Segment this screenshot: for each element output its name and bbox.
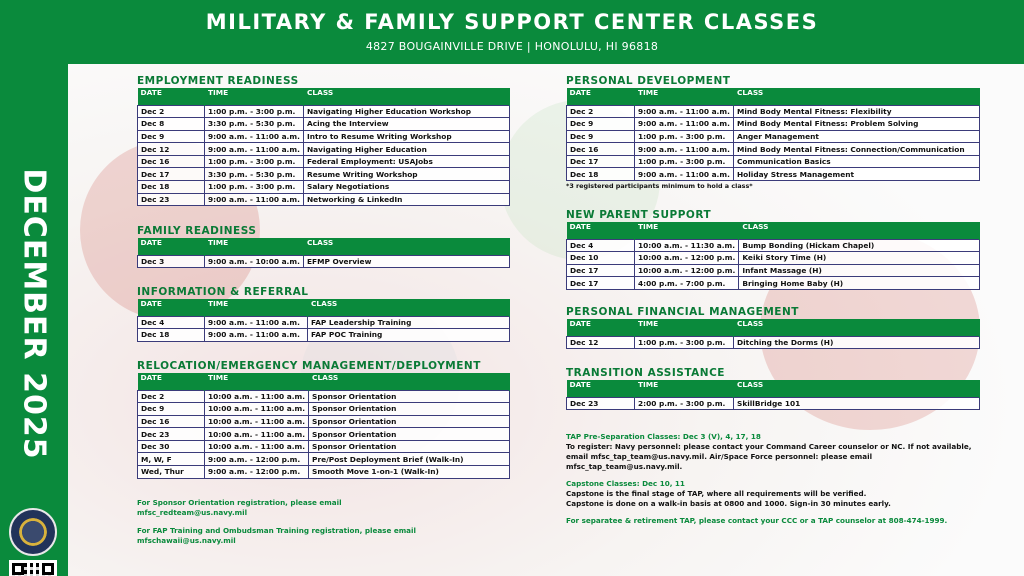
cell-time: 9:00 a.m. - 11:00 a.m.	[205, 329, 308, 342]
table-row	[138, 118, 510, 131]
cell-class: FAP POC Training	[308, 329, 510, 342]
table-row	[138, 255, 510, 268]
cell-date: Dec 30	[138, 440, 205, 453]
col-date: DATE	[138, 88, 205, 105]
col-date: DATE	[138, 373, 205, 390]
cell-class: Holiday Stress Management	[734, 168, 980, 181]
cell-class: Navigating Higher Education Workshop	[304, 105, 510, 118]
cell-time: 1:00 p.m. - 3:00 p.m.	[635, 336, 734, 349]
table-row	[138, 105, 510, 118]
cell-date: Dec 3	[138, 255, 205, 268]
cell-time: 2:00 p.m. - 3:00 p.m.	[635, 397, 734, 410]
table-row	[138, 440, 510, 453]
cell-class: Acing the Interview	[304, 118, 510, 131]
section-title: TRANSITION ASSISTANCE	[566, 367, 725, 379]
cell-class: Pre/Post Deployment Brief (Walk-In)	[309, 453, 510, 466]
schedule-table	[137, 88, 510, 206]
table-row	[138, 181, 510, 194]
table-row	[567, 239, 980, 252]
cell-time: 9:00 a.m. - 10:00 a.m.	[205, 255, 304, 268]
cell-date: Dec 4	[138, 316, 205, 329]
separatee-note: For separatee & retirement TAP, please contact your CCC or a TAP counselor at 808-474-1999.	[566, 516, 948, 525]
tap-heading: TAP Pre-Separation Classes: Dec 3 (V), 4, 17, 18	[566, 432, 761, 441]
col-date: DATE	[567, 380, 635, 397]
table-row	[567, 168, 980, 181]
financial-section	[566, 305, 980, 349]
cell-class: FAP Leadership Training	[308, 316, 510, 329]
cell-time: 10:00 a.m. - 12:00 p.m.	[635, 252, 739, 265]
sponsor-registration-note: For Sponsor Orientation registration, please email mfsc_redteam@us.navy.mil	[137, 498, 342, 517]
cell-class: Ditching the Dorms (H)	[734, 336, 980, 349]
navy-seal-icon	[9, 508, 57, 556]
cell-time: 9:00 a.m. - 11:00 a.m.	[205, 193, 304, 206]
cell-time: 3:30 p.m. - 5:30 p.m.	[205, 168, 304, 181]
cell-date: Dec 12	[567, 336, 635, 349]
table-row	[138, 415, 510, 428]
section-title: INFORMATION & REFERRAL	[137, 286, 309, 298]
table-row	[567, 397, 980, 410]
col-time: TIME	[205, 238, 304, 255]
cell-class: Salary Negotiations	[304, 181, 510, 194]
cell-class: Mind Body Mental Fitness: Connection/Communication	[734, 143, 980, 156]
cell-date: Dec 4	[567, 239, 635, 252]
left-notes	[137, 498, 437, 546]
personal-development-section	[566, 74, 980, 190]
schedule-table	[137, 299, 510, 342]
capstone-body-2: Capstone is done on a walk-in basis at 0800 and 1000. Sign-in 30 minutes early.	[566, 499, 891, 508]
cell-date: Dec 17	[567, 264, 635, 277]
col-date: DATE	[138, 238, 205, 255]
table-row	[138, 390, 510, 403]
table-row	[138, 130, 510, 143]
col-time: TIME	[205, 373, 309, 390]
table-row	[138, 316, 510, 329]
cell-class: Sponsor Orientation	[309, 415, 510, 428]
section-title: PERSONAL DEVELOPMENT	[566, 75, 731, 87]
schedule-table	[137, 238, 510, 268]
cell-date: Dec 10	[567, 252, 635, 265]
minimum-participants-note: *3 registered participants minimum to hold a class*	[566, 182, 753, 191]
transition-section	[566, 366, 980, 410]
cell-time: 9:00 a.m. - 11:00 a.m.	[635, 143, 734, 156]
family-section	[137, 224, 510, 268]
cell-date: Dec 2	[138, 390, 205, 403]
cell-class: Infant Massage (H)	[739, 264, 980, 277]
col-date: DATE	[567, 88, 635, 105]
cell-class: Smooth Move 1-on-1 (Walk-In)	[309, 466, 510, 479]
table-row	[567, 130, 980, 143]
cell-date: Dec 18	[138, 181, 205, 194]
col-time: TIME	[635, 222, 739, 239]
cell-class: Networking & LinkedIn	[304, 193, 510, 206]
cell-class: Bringing Home Baby (H)	[739, 277, 980, 290]
cell-date: Dec 17	[567, 277, 635, 290]
relocation-section	[137, 359, 510, 479]
right-notes	[566, 432, 984, 526]
cell-time: 1:00 p.m. - 3:00 p.m.	[635, 130, 734, 143]
section-title: RELOCATION/EMERGENCY MANAGEMENT/DEPLOYMENT	[137, 360, 481, 372]
schedule-table	[566, 88, 980, 181]
cell-time: 10:00 a.m. - 11:00 a.m.	[205, 428, 309, 441]
cell-time: 10:00 a.m. - 11:00 a.m.	[205, 440, 309, 453]
cell-date: Dec 2	[567, 105, 635, 118]
table-row	[567, 277, 980, 290]
cell-class: Communication Basics	[734, 155, 980, 168]
col-class: CLASS	[734, 380, 980, 397]
col-class: CLASS	[309, 373, 510, 390]
schedule-table	[566, 380, 980, 410]
cell-date: Dec 18	[138, 329, 205, 342]
cell-class: Bump Bonding (Hickam Chapel)	[739, 239, 980, 252]
col-class: CLASS	[308, 299, 510, 316]
table-row	[138, 403, 510, 416]
col-class: CLASS	[304, 238, 510, 255]
table-row	[567, 118, 980, 131]
cell-time: 9:00 a.m. - 11:00 a.m.	[635, 105, 734, 118]
cell-time: 3:30 p.m. - 5:30 p.m.	[205, 118, 304, 131]
cell-class: Intro to Resume Writing Workshop	[304, 130, 510, 143]
cell-date: Wed, Thur	[138, 466, 205, 479]
cell-time: 9:00 a.m. - 12:00 p.m.	[205, 466, 309, 479]
table-row	[138, 143, 510, 156]
cell-class: EFMP Overview	[304, 255, 510, 268]
cell-date: Dec 16	[138, 415, 205, 428]
col-date: DATE	[138, 299, 205, 316]
cell-date: Dec 18	[567, 168, 635, 181]
col-class: CLASS	[739, 222, 980, 239]
tap-body: To register: Navy personnel: please contact your Command Career counselor or NC. If not available, email mfsc_tap_team@us.navy.mil. Air/Space Force personnel: please email mfsc_tap_team@us.navy.mil.	[566, 442, 972, 471]
col-time: TIME	[635, 380, 734, 397]
col-date: DATE	[567, 222, 635, 239]
cell-date: Dec 9	[138, 403, 205, 416]
cell-date: Dec 23	[567, 397, 635, 410]
section-title: EMPLOYMENT READINESS	[137, 75, 299, 87]
table-row	[567, 155, 980, 168]
cell-time: 9:00 a.m. - 12:00 p.m.	[205, 453, 309, 466]
section-title: FAMILY READINESS	[137, 225, 257, 237]
table-row	[567, 336, 980, 349]
address: 4827 BOUGAINVILLE DRIVE | HONOLULU, HI 96818	[365, 40, 659, 53]
cell-class: Navigating Higher Education	[304, 143, 510, 156]
employment-section	[137, 74, 510, 206]
cell-time: 1:00 p.m. - 3:00 p.m.	[635, 155, 734, 168]
table-row	[138, 453, 510, 466]
cell-time: 10:00 a.m. - 11:00 a.m.	[205, 403, 309, 416]
col-date: DATE	[567, 319, 635, 336]
table-row	[138, 193, 510, 206]
cell-date: Dec 23	[138, 193, 205, 206]
cell-date: Dec 12	[138, 143, 205, 156]
table-row	[138, 428, 510, 441]
col-time: TIME	[205, 88, 304, 105]
col-class: CLASS	[734, 88, 980, 105]
cell-date: M, W, F	[138, 453, 205, 466]
qr-code-icon[interactable]	[9, 560, 57, 576]
cell-time: 9:00 a.m. - 11:00 a.m.	[635, 168, 734, 181]
cell-time: 9:00 a.m. - 11:00 a.m.	[205, 316, 308, 329]
table-row	[567, 264, 980, 277]
col-class: CLASS	[734, 319, 980, 336]
cell-time: 9:00 a.m. - 11:00 a.m.	[635, 118, 734, 131]
cell-time: 10:00 a.m. - 11:00 a.m.	[205, 415, 309, 428]
cell-time: 1:00 p.m. - 3:00 p.m.	[205, 181, 304, 194]
cell-date: Dec 2	[138, 105, 205, 118]
cell-date: Dec 9	[567, 118, 635, 131]
cell-time: 10:00 a.m. - 11:00 a.m.	[205, 390, 309, 403]
table-row	[138, 168, 510, 181]
schedule-table	[137, 373, 510, 479]
cell-class: Mind Body Mental Fitness: Flexibility	[734, 105, 980, 118]
table-row	[567, 252, 980, 265]
cell-class: Sponsor Orientation	[309, 390, 510, 403]
table-row	[138, 466, 510, 479]
page-title: MILITARY & FAMILY SUPPORT CENTER CLASSES	[205, 10, 819, 34]
capstone-heading: Capstone Classes: Dec 10, 11	[566, 479, 685, 488]
cell-date: Dec 8	[138, 118, 205, 131]
cell-time: 4:00 p.m. - 7:00 p.m.	[635, 277, 739, 290]
table-row	[138, 155, 510, 168]
cell-time: 9:00 a.m. - 11:00 a.m.	[205, 143, 304, 156]
cell-time: 10:00 a.m. - 11:30 a.m.	[635, 239, 739, 252]
cell-class: Sponsor Orientation	[309, 428, 510, 441]
cell-date: Dec 9	[567, 130, 635, 143]
col-time: TIME	[635, 319, 734, 336]
col-time: TIME	[635, 88, 734, 105]
cell-time: 1:00 p.m. - 3:00 p.m.	[205, 155, 304, 168]
fap-registration-note: For FAP Training and Ombudsman Training registration, please email mfschawaii@us.navy.mil	[137, 526, 416, 545]
cell-date: Dec 17	[138, 168, 205, 181]
col-class: CLASS	[304, 88, 510, 105]
cell-time: 10:00 a.m. - 12:00 p.m.	[635, 264, 739, 277]
section-title: NEW PARENT SUPPORT	[566, 209, 712, 221]
col-time: TIME	[205, 299, 308, 316]
cell-date: Dec 23	[138, 428, 205, 441]
capstone-body-1: Capstone is the final stage of TAP, where all requirements will be verified.	[566, 489, 867, 498]
cell-class: Anger Management	[734, 130, 980, 143]
table-row	[567, 143, 980, 156]
cell-class: Sponsor Orientation	[309, 440, 510, 453]
cell-class: Mind Body Mental Fitness: Problem Solving	[734, 118, 980, 131]
cell-date: Dec 16	[138, 155, 205, 168]
cell-class: SkillBridge 101	[734, 397, 980, 410]
cell-time: 9:00 a.m. - 11:00 a.m.	[205, 130, 304, 143]
table-row	[138, 329, 510, 342]
schedule-table	[566, 222, 980, 290]
schedule-table	[566, 319, 980, 349]
cell-class: Federal Employment: USAJobs	[304, 155, 510, 168]
cell-class: Keiki Story Time (H)	[739, 252, 980, 265]
cell-date: Dec 16	[567, 143, 635, 156]
cell-date: Dec 9	[138, 130, 205, 143]
info-referral-section	[137, 285, 510, 342]
page-header	[0, 0, 1024, 64]
sidebar	[0, 64, 68, 576]
cell-class: Resume Writing Workshop	[304, 168, 510, 181]
cell-time: 1:00 p.m. - 3:00 p.m.	[205, 105, 304, 118]
cell-class: Sponsor Orientation	[309, 403, 510, 416]
table-row	[567, 105, 980, 118]
month-label: DECEMBER 2025	[16, 168, 52, 460]
section-title: PERSONAL FINANCIAL MANAGEMENT	[566, 306, 799, 318]
new-parent-section	[566, 208, 980, 290]
cell-date: Dec 17	[567, 155, 635, 168]
